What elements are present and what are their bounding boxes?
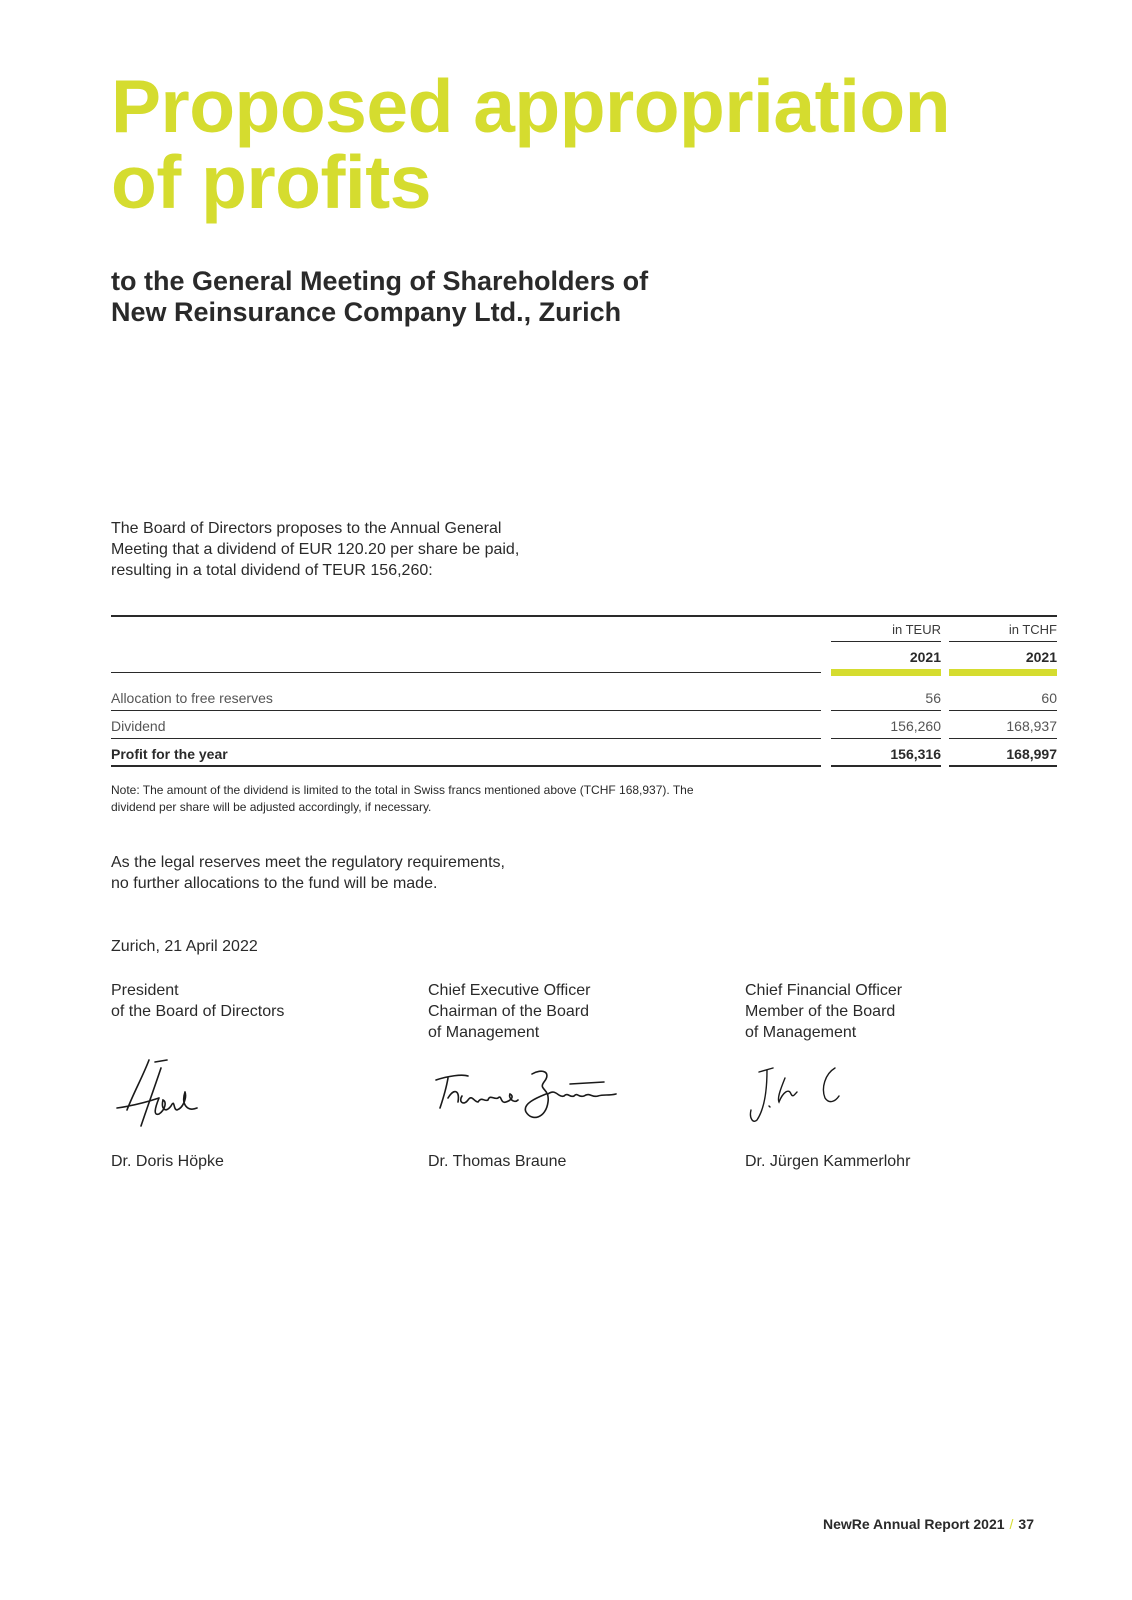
signatory-role (428, 980, 728, 1043)
signatory-name: Dr. Jürgen Kammerlohr (745, 1153, 911, 1170)
subtitle-line-2: New Reinsurance Company Ltd., Zurich (111, 297, 622, 327)
role-line: of Management (428, 1024, 540, 1041)
row-rule (949, 765, 1057, 767)
table-row-profit (111, 740, 1057, 767)
role-line: of the Board of Directors (111, 1003, 285, 1020)
row-value-teur: 56 (925, 690, 941, 706)
role-line: Chairman of the Board (428, 1003, 589, 1020)
column-year-teur: 2021 (909, 649, 941, 665)
accent-bar-teur (831, 669, 941, 676)
intro-line-3: resulting in a total dividend of TEUR 156,260: (111, 562, 433, 579)
row-rule (949, 710, 1057, 711)
signatory-ceo (428, 980, 728, 1170)
reserves-paragraph (111, 852, 711, 894)
row-value-teur: 156,260 (890, 718, 941, 734)
reserves-line-2: no further allocations to the fund will be made. (111, 875, 438, 892)
table-top-rule (111, 615, 1057, 617)
row-label: Dividend (111, 718, 166, 734)
column-year-tchf: 2021 (1025, 649, 1057, 665)
row-value-teur: 156,316 (890, 746, 941, 762)
place-date: Zurich, 21 April 2022 (111, 938, 258, 955)
intro-line-1: The Board of Directors proposes to the Annual General (111, 520, 502, 537)
title-line-2: of profits (111, 140, 431, 224)
role-line: Chief Executive Officer (428, 982, 591, 999)
page-footer (823, 1516, 1034, 1532)
signatory-name: Dr. Doris Höpke (111, 1153, 224, 1170)
row-value-tchf: 168,937 (1006, 718, 1057, 734)
signature-hoepke (111, 1058, 221, 1138)
accent-bar-tchf (949, 669, 1057, 676)
row-value-tchf: 60 (1041, 690, 1057, 706)
row-rule (111, 710, 821, 711)
row-label: Profit for the year (111, 746, 228, 762)
subtitle-line-1: to the General Meeting of Shareholders of (111, 266, 649, 296)
column-unit-teur: in TEUR (892, 622, 941, 637)
table-row-dividend (111, 712, 1057, 739)
column-unit-tchf: in TCHF (1008, 622, 1057, 637)
page-title (111, 64, 1071, 224)
intro-line-2: Meeting that a dividend of EUR 120.20 per share be paid, (111, 541, 520, 558)
signature-kammerlohr (745, 1058, 855, 1138)
note-line-1: Note: The amount of the dividend is limited to the total in Swiss francs mentioned above (TCHF 168,937). The (111, 783, 694, 797)
table-row-allocation (111, 684, 1057, 711)
title-line-1: Proposed appropriation (111, 64, 951, 148)
footer-separator: / (1009, 1516, 1014, 1532)
page-number: 37 (1018, 1516, 1034, 1532)
row-rule (831, 765, 941, 767)
row-rule (111, 765, 821, 767)
row-rule (831, 710, 941, 711)
signatory-cfo (745, 980, 1045, 1170)
signatory-role (745, 980, 1045, 1043)
signatory-role (111, 980, 411, 1022)
note-line-2: dividend per share will be adjusted accordingly, if necessary. (111, 800, 432, 814)
role-line: of Management (745, 1024, 857, 1041)
row-rule (111, 738, 821, 739)
signature-braune (428, 1058, 628, 1138)
signatory-president (111, 980, 411, 1170)
row-value-tchf: 168,997 (1006, 746, 1057, 762)
row-rule (831, 738, 941, 739)
footer-report-title: NewRe Annual Report 2021 (823, 1516, 1005, 1532)
role-line: Member of the Board (745, 1003, 896, 1020)
intro-paragraph (111, 518, 711, 581)
reserves-line-1: As the legal reserves meet the regulatory requirements, (111, 854, 505, 871)
page-subtitle (111, 266, 1011, 328)
dividend-note (111, 782, 811, 816)
row-rule (949, 738, 1057, 739)
header-rule (111, 672, 821, 673)
role-line: President (111, 982, 179, 999)
role-line: Chief Financial Officer (745, 982, 903, 999)
row-label: Allocation to free reserves (111, 690, 273, 706)
signatory-name: Dr. Thomas Braune (428, 1153, 567, 1170)
unit-rule-1 (831, 641, 941, 642)
unit-rule-2 (949, 641, 1057, 642)
